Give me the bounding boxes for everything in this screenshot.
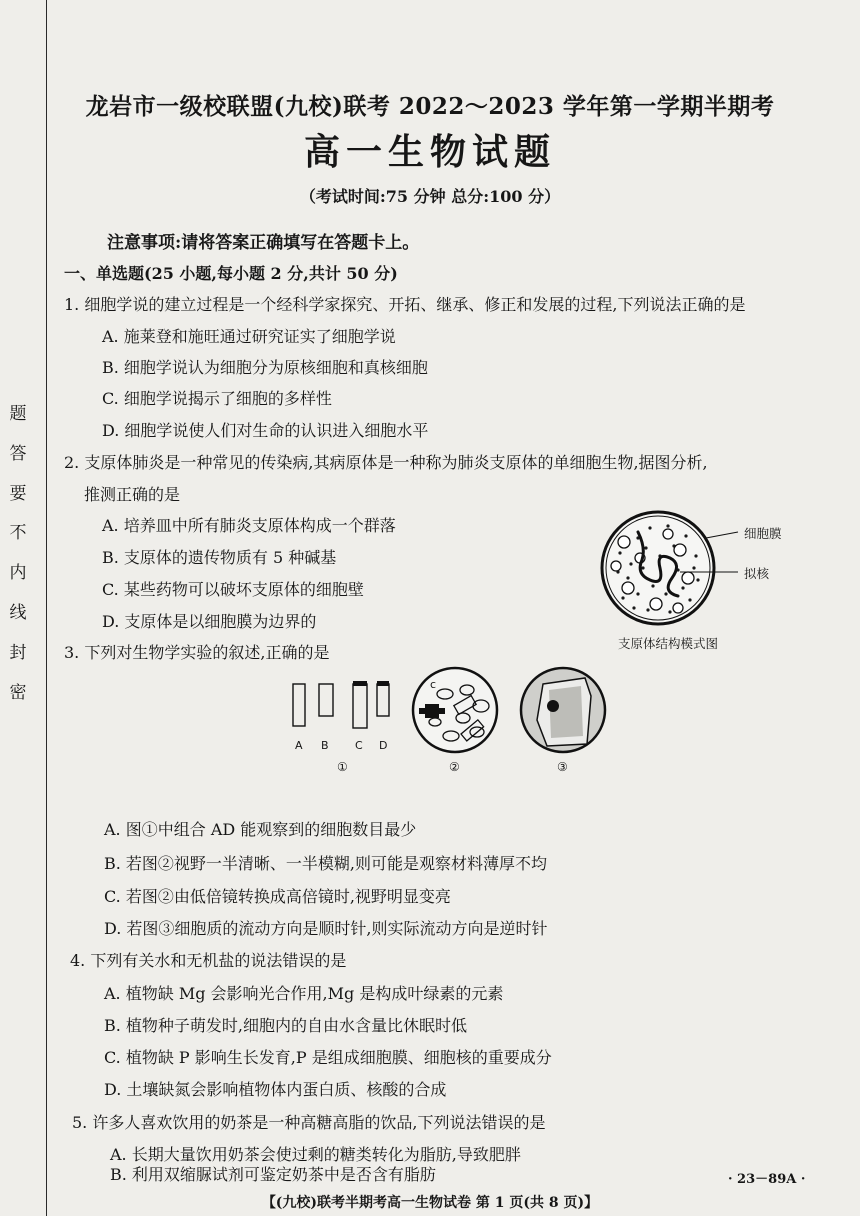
mycoplasma-figure — [598, 508, 834, 652]
question-3-option-a: A. 图①中组合 AD 能观察到的细胞数目最少 — [104, 820, 417, 839]
panel-label-3: ③ — [557, 760, 568, 774]
mycoplasma-label-membrane: 细胞膜 — [744, 526, 782, 541]
question-2-option-d: D. 支原体是以细胞膜为边界的 — [102, 612, 317, 631]
question-4-stem: 4. 下列有关水和无机盐的说法错误的是 — [70, 951, 347, 970]
tube-label-b: B — [321, 739, 329, 752]
question-4-option-a: A. 植物缺 Mg 会影响光合作用,Mg 是构成叶绿素的元素 — [104, 984, 504, 1003]
question-3-option-d: D. 若图③细胞质的流动方向是顺时针,则实际流动方向是逆时针 — [104, 919, 548, 938]
mycoplasma-label-nucleoid: 拟核 — [744, 566, 770, 581]
footer-page-info: 【(九校)联考半期考高一生物试卷 第 1 页(共 8 页)】 — [261, 1195, 599, 1211]
paper-title: 高一生物试题 — [303, 131, 556, 173]
seal-char: 不 — [9, 523, 27, 544]
mycoplasma-diagram — [598, 508, 834, 652]
question-3-stem: 3. 下列对生物学实验的叙述,正确的是 — [64, 643, 330, 662]
question-2-option-a: A. 培养皿中所有肺炎支原体构成一个群落 — [102, 516, 396, 535]
footer-code: · 23－89A · — [728, 1172, 806, 1187]
binding-border-line — [46, 0, 47, 1216]
seal-char: 封 — [9, 642, 27, 663]
seal-char: 题 — [9, 404, 27, 424]
panel-label-1: ① — [337, 760, 348, 774]
question-1-stem: 1. 细胞学说的建立过程是一个经科学家探究、开拓、继承、修正和发展的过程,下列说法正确的是 — [64, 295, 746, 314]
tube-label-d: D — [379, 739, 388, 752]
question-3-option-c: C. 若图②由低倍镜转换成高倍镜时,视野明显变亮 — [104, 887, 451, 906]
question-2-stem: 2. 支原体肺炎是一种常见的传染病,其病原体是一种称为肺炎支原体的单细胞生物,据图分析, — [64, 453, 708, 472]
exam-meta: （考试时间:75 分钟 总分:100 分） — [299, 187, 561, 206]
question-2-option-b: B. 支原体的遗传物质有 5 种碱基 — [102, 548, 337, 567]
question-4-option-c: C. 植物缺 P 影响生长发育,P 是组成细胞膜、细胞核的重要成分 — [104, 1048, 552, 1067]
question-1-option-b: B. 细胞学说认为细胞分为原核细胞和真核细胞 — [102, 358, 428, 377]
question-4-option-d: D. 土壤缺氮会影响植物体内蛋白质、核酸的合成 — [104, 1080, 447, 1099]
seal-char: 要 — [9, 483, 27, 504]
seal-char: 答 — [9, 443, 27, 464]
microscope-figure — [285, 666, 610, 778]
question-5-option-a: A. 长期大量饮用奶茶会使过剩的糖类转化为脂肪,导致肥胖 — [110, 1145, 521, 1164]
view-c-label: c — [430, 678, 437, 691]
section-heading: 一、单选题(25 小题,每小题 2 分,共计 50 分) — [64, 264, 398, 283]
question-1-option-c: C. 细胞学说揭示了细胞的多样性 — [102, 389, 332, 408]
question-3-option-b: B. 若图②视野一半清晰、一半模糊,则可能是观察材料薄厚不均 — [104, 854, 548, 873]
question-2-option-c: C. 某些药物可以破坏支原体的细胞壁 — [102, 580, 364, 599]
question-5-stem: 5. 许多人喜欢饮用的奶茶是一种高糖高脂的饮品,下列说法错误的是 — [72, 1113, 546, 1132]
question-1-option-d: D. 细胞学说使人们对生命的认识进入细胞水平 — [102, 421, 429, 440]
question-4-option-b: B. 植物种子萌发时,细胞内的自由水含量比休眠时低 — [104, 1016, 468, 1035]
mycoplasma-caption: 支原体结构模式图 — [618, 636, 719, 651]
panel-label-2: ② — [449, 760, 460, 774]
seal-line-text — [8, 395, 28, 713]
exam-title: 龙岩市一级校联盟(九校)联考 2022～2023 学年第一学期半期考 — [85, 93, 775, 120]
tube-label-a: A — [295, 739, 303, 752]
tube-label-c: C — [355, 739, 363, 752]
question-2-stem-cont: 推测正确的是 — [84, 485, 181, 504]
seal-char: 内 — [9, 563, 27, 584]
seal-char: 线 — [9, 602, 27, 623]
seal-char: 密 — [9, 682, 27, 703]
question-1-option-a: A. 施莱登和施旺通过研究证实了细胞学说 — [102, 327, 396, 346]
notice: 注意事项:请将答案正确填写在答题卡上。 — [107, 233, 420, 253]
question-5-option-b: B. 利用双缩脲试剂可鉴定奶茶中是否含有脂肪 — [110, 1165, 436, 1184]
